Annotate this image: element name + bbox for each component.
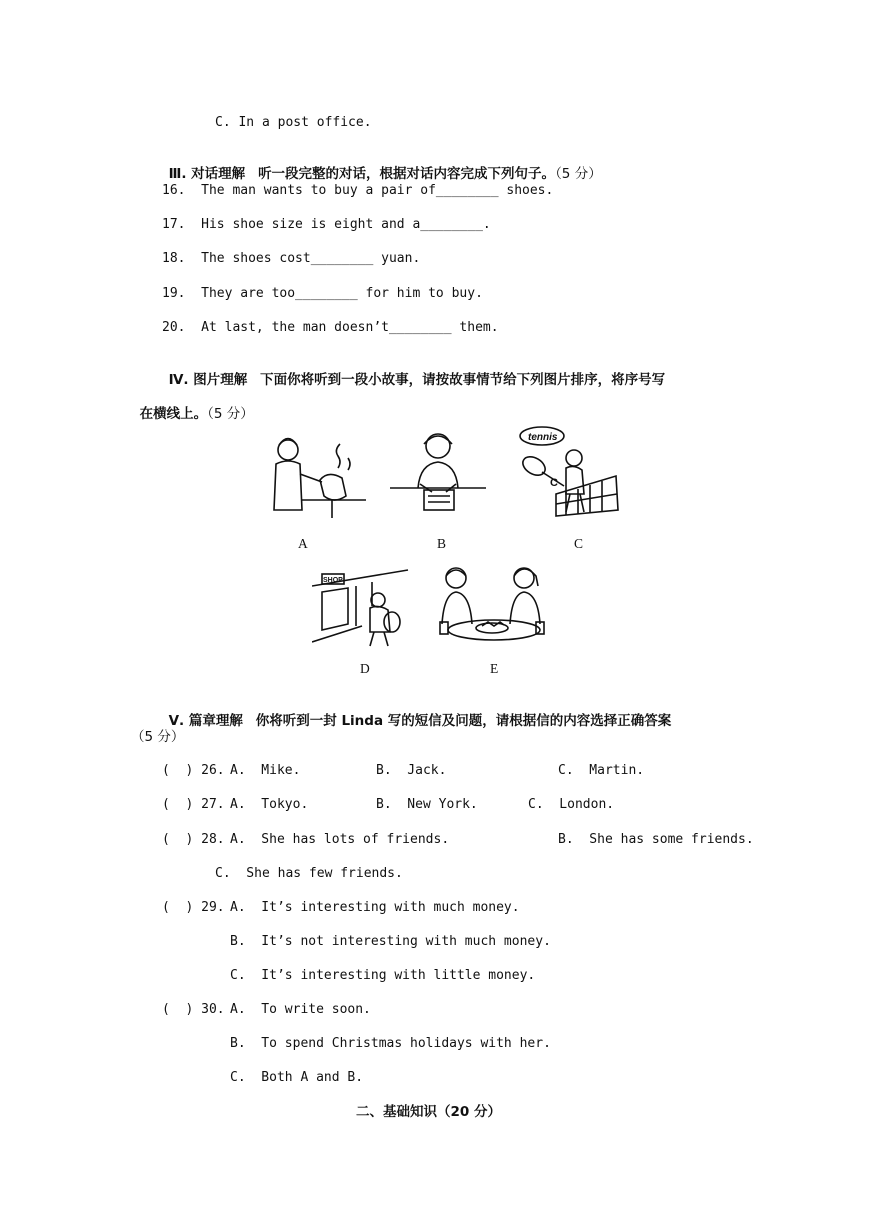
- option-c-post-office: C. In a post office.: [215, 115, 372, 130]
- q29-option-a: A. It’s interesting with much money.: [230, 900, 520, 915]
- picture-b-writing: [386, 428, 490, 520]
- question-17: 17. His shoe size is eight and a________.: [162, 217, 491, 232]
- section5-heading: Ⅴ. 篇章理解: [168, 713, 243, 729]
- q28-option-c: C. She has few friends.: [215, 866, 403, 881]
- question-16: 16. The man wants to buy a pair of________ shoes.: [162, 183, 554, 198]
- picture-label-a: A: [298, 536, 308, 551]
- q30-option-a: A. To write soon.: [230, 1002, 371, 1017]
- section3-score: （5 分）: [555, 166, 602, 182]
- section5-score: （5 分）: [131, 729, 185, 745]
- question-18: 18. The shoes cost________ yuan.: [162, 251, 421, 266]
- q27-option-a: A. Tokyo.: [230, 797, 309, 812]
- section4-instruction-line2: 在横线上。: [139, 406, 208, 422]
- picture-d-shop: [312, 566, 412, 650]
- ball-mark-text: C: [550, 477, 558, 489]
- q27-option-c: C. London.: [528, 797, 615, 812]
- q29-option-b: B. It’s not interesting with much money.: [230, 934, 551, 949]
- section3-instruction: 听一段完整的对话，根据对话内容完成下列句子。: [258, 166, 556, 182]
- section4-instruction-line1: 下面你将听到一段小故事，请按故事情节给下列图片排序，将序号写: [260, 372, 666, 388]
- q26-option-a: A. Mike.: [230, 763, 301, 778]
- q29-option-c: C. It’s interesting with little money.: [230, 968, 536, 983]
- q26-option-c: C. Martin.: [558, 763, 645, 778]
- question-19: 19. They are too________ for him to buy.: [162, 286, 483, 301]
- tennis-bubble-text: tennis: [528, 432, 558, 443]
- section5-header: [160, 694, 671, 730]
- q26-number: ( ) 26.: [162, 763, 225, 778]
- q27-number: ( ) 27.: [162, 797, 225, 812]
- section4-heading: Ⅳ. 图片理解: [168, 372, 248, 388]
- shop-sign-text: SHOP: [323, 577, 343, 584]
- q27-option-b: B. New York.: [376, 797, 478, 812]
- section4-score: （5 分）: [207, 406, 254, 422]
- q26-option-b: B. Jack.: [376, 763, 447, 778]
- picture-label-e: E: [490, 661, 499, 676]
- q30-option-b: B. To spend Christmas holidays with her.: [230, 1036, 551, 1051]
- picture-label-c: C: [574, 536, 584, 551]
- picture-label-b: B: [437, 536, 447, 551]
- q29-number: ( ) 29.: [162, 900, 225, 915]
- question-20: 20. At last, the man doesn’t________ them.: [162, 320, 499, 335]
- q28-option-a: A. She has lots of friends.: [230, 832, 450, 847]
- q30-option-c: C. Both A and B.: [230, 1070, 364, 1085]
- section3-heading: Ⅲ. 对话理解: [168, 166, 246, 182]
- picture-label-d: D: [360, 661, 370, 676]
- section3-header: [160, 147, 602, 183]
- section5-instruction: 你将听到一封 Linda 写的短信及问题，请根据信的内容选择正确答案: [255, 713, 672, 729]
- picture-e-eating: [432, 564, 552, 650]
- section4-header-cont: [131, 387, 254, 423]
- picture-a-cooking: [262, 430, 372, 522]
- q30-number: ( ) 30.: [162, 1002, 225, 1017]
- section4-header: [160, 353, 665, 389]
- part2-heading: 二、基础知识（20 分）: [356, 1104, 501, 1120]
- picture-c-tennis: [516, 424, 620, 520]
- q28-option-b: B. She has some friends.: [558, 832, 754, 847]
- q28-number: ( ) 28.: [162, 832, 225, 847]
